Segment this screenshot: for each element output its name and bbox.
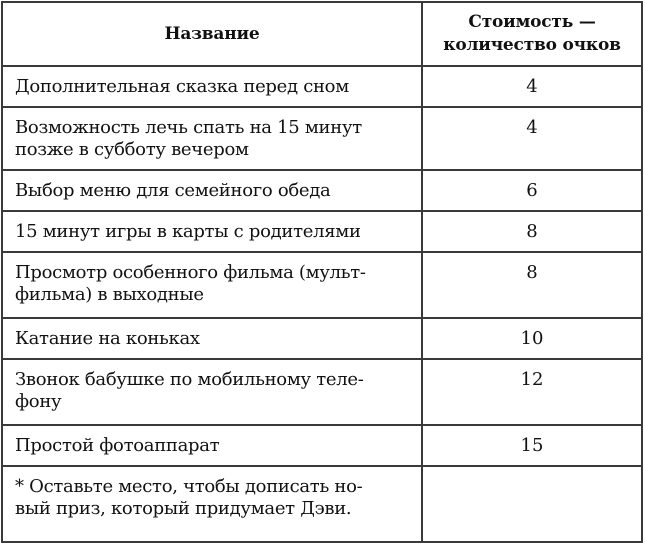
table-header-row [2, 2, 642, 66]
table-row [2, 211, 642, 252]
prize-cost: 4 [422, 66, 642, 107]
table-row [2, 359, 642, 425]
prize-cost: 8 [422, 211, 642, 252]
table-row [2, 107, 642, 170]
prize-name-line: Простой фотоаппарат [15, 435, 220, 456]
empty-cost-cell [422, 466, 642, 542]
prize-name [2, 107, 422, 170]
header-name [2, 2, 422, 66]
header-cost-label-line2: количество очков [443, 35, 621, 55]
prize-name [2, 318, 422, 359]
table-row-footnote [2, 466, 642, 542]
prize-name-line: Дополнительная сказка перед сном [15, 76, 349, 97]
prize-name [2, 66, 422, 107]
prize-cost-table [1, 1, 643, 543]
header-cost [422, 2, 642, 66]
prize-cost: 4 [422, 107, 642, 170]
prize-name-line: позже в субботу вечером [15, 139, 249, 160]
prize-cost: 15 [422, 425, 642, 466]
prize-name-line: фону [15, 391, 62, 412]
prize-cost: 10 [422, 318, 642, 359]
footnote-text [2, 466, 422, 542]
prize-name-line: Звонок бабушке по мобильному теле- [15, 369, 364, 390]
table-row [2, 425, 642, 466]
prize-name-line: фильма) в выходные [15, 284, 204, 305]
table-row [2, 66, 642, 107]
table-row [2, 170, 642, 211]
prize-cost: 8 [422, 252, 642, 318]
prize-name [2, 359, 422, 425]
prize-name [2, 252, 422, 318]
table-row [2, 252, 642, 318]
header-cost-label-line1: Стоимость — [468, 12, 596, 32]
prize-cost: 12 [422, 359, 642, 425]
prize-name [2, 425, 422, 466]
table-row [2, 318, 642, 359]
footnote-line: * Оставьте место, чтобы дописать но- [15, 476, 363, 497]
prize-name [2, 170, 422, 211]
footnote-line: вый приз, который придумает Дэви. [15, 498, 352, 519]
prize-name-line: Катание на коньках [15, 328, 200, 349]
prize-cost: 6 [422, 170, 642, 211]
prize-name-line: Возможность лечь спать на 15 минут [15, 117, 362, 138]
prize-name-line: Выбор меню для семейного обеда [15, 180, 331, 201]
prize-name-line: Просмотр особенного фильма (мульт- [15, 262, 366, 283]
header-name-label: Название [164, 23, 260, 44]
prize-name-line: 15 минут игры в карты с родителями [15, 221, 361, 242]
prize-name [2, 211, 422, 252]
